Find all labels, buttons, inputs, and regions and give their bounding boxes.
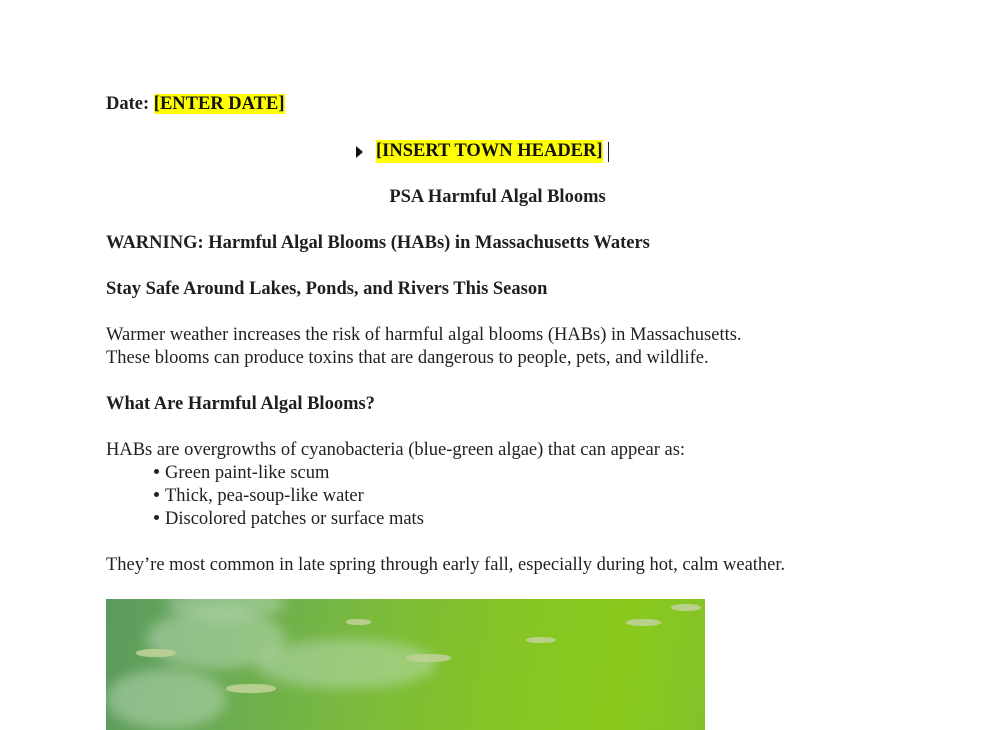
list-item-text: Discolored patches or surface mats	[165, 509, 424, 529]
algal-bloom-photo	[106, 599, 705, 730]
date-line	[106, 93, 285, 116]
habs-intro-text: HABs are overgrowths of cyanobacteria (blue-green algae) that can appear as:	[106, 440, 686, 460]
town-header-placeholder[interactable]: [INSERT TOWN HEADER]	[376, 141, 603, 161]
collapse-arrow-icon[interactable]	[356, 146, 363, 158]
bullet-icon	[154, 492, 159, 497]
date-label: Date:	[106, 94, 150, 114]
stay-safe-heading: Stay Safe Around Lakes, Ponds, and Rivers This Season	[106, 279, 548, 299]
town-header-line	[352, 140, 609, 163]
season-text: They’re most common in late spring through early fall, especially during hot, calm weather.	[106, 555, 786, 575]
intro-paragraph-line-2: These blooms can produce toxins that are dangerous to people, pets, and wildlife.	[106, 348, 709, 368]
intro-paragraph-line-1: Warmer weather increases the risk of harmful algal blooms (HABs) in Massachusetts.	[106, 325, 742, 345]
text-caret	[608, 142, 609, 162]
list-item-text: Thick, pea-soup-like water	[165, 486, 364, 506]
document-title: PSA Harmful Algal Blooms	[389, 187, 606, 207]
warning-heading: WARNING: Harmful Algal Blooms (HABs) in Massachusetts Waters	[106, 233, 650, 253]
list-item	[154, 462, 424, 485]
list-item-text: Green paint-like scum	[165, 463, 330, 483]
bullet-icon	[154, 515, 159, 520]
appearance-bullet-list	[154, 462, 424, 531]
date-placeholder[interactable]: [ENTER DATE]	[153, 94, 285, 114]
list-item	[154, 485, 424, 508]
bullet-icon	[154, 469, 159, 474]
list-item	[154, 508, 424, 531]
what-are-habs-heading: What Are Harmful Algal Blooms?	[106, 394, 375, 414]
